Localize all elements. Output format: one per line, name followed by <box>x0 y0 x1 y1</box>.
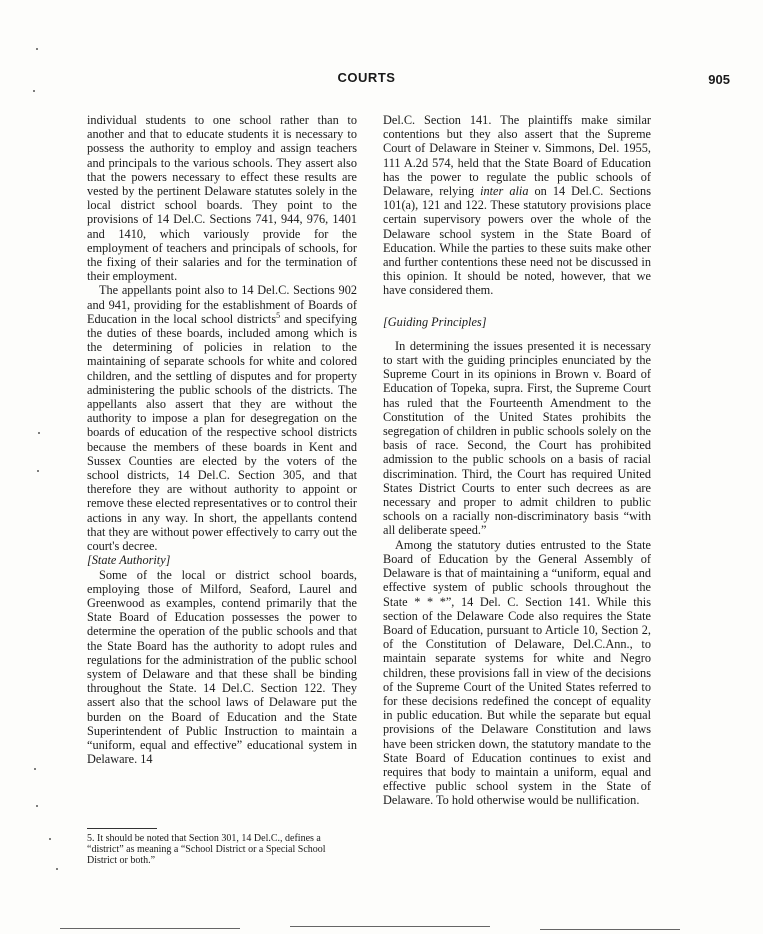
right-paragraph-3: Among the statutory duties entrusted to the State Board of Education by the General Assembly of Delaware is that of maintaining a “uniform, equal and effective system of public schools throughout the State * * *”, 14 Del. C. Section 141. While this section of the Delaware Code also requires the State Board of Education, pursuant to Article 10, Section 2, of the Constitution of Delaware, Del.C.Ann., to maintain separate systems for white and Negro children, these provisions fall in view of the decisions of the Supreme Court of the United States referred to for these decisions redefined the concept of equality in public education. But while the separate but equal provisions of the Delaware Constitution and laws have been stricken down, the statutory mandate to the State Board of Education continues to exist and requires that body to maintain a uniform, equal and effective public school system in the State of Delaware. To hold otherwise would be nullification. <box>383 537 651 808</box>
scan-speck <box>37 470 39 472</box>
left-paragraph-1: individual students to one school rather than to another and that to educate students it is necessary to possess the authority to employ and assign teachers and principals to the various schools. They assert also that the powers necessary to effect these results are vested by the pertinent Delaware statutes solely in the local district school boards. They point to the provisions of 14 Del.C. Sections 741, 944, 976, 1401 and 1410, which variously provide for the employment of teachers and principals of schools, for the fixing of their salaries and for the termination of their employment. <box>87 113 357 284</box>
left-paragraph-2-part-a: The appellants point also to 14 Del.C. Sections 902 and 941, providing for the establishment of Boards of Education in the local school districts <box>87 283 357 326</box>
section-heading-guiding-principles: [Guiding Principles] <box>383 314 487 329</box>
scan-speck <box>36 48 38 50</box>
scan-speck <box>34 768 36 770</box>
footnote-5: 5. It should be noted that Section 301, 14 Del.C., defines a “district” as meaning a “School District or a Special School District or both.” <box>87 833 326 866</box>
right-paragraph-1-part-b: on 14 Del.C. Sections 101(a), 121 and 122. These statutory provisions place certain supervisory powers over the whole of the Delaware school system in the State Board of Education. While the parties to these suits make other and further contentions these need not be discussed in this opinion. It should be noted, however, that we have considered them. <box>383 184 651 298</box>
scan-edge-mark <box>290 926 490 927</box>
scan-speck <box>56 868 58 870</box>
footnote-reference-5[interactable]: 5 <box>276 310 281 320</box>
running-header-title: COURTS <box>337 70 396 85</box>
left-paragraph-3: Some of the local or district school boards, employing those of Milford, Seaford, Laurel and Greenwood as examples, contend primarily that the State Board of Education possesses the power to determine the operation of the public schools and that the State Board has the authority to adopt rules and regulations for the administration of the public school system of Delaware and that these shall be binding throughout the State. 14 Del.C. Section 122. They assert also that the school laws of Delaware put the burden on the Board of Education and the State Superintendent of Public Instruction to maintain a “uniform, equal and effective” educational system in Delaware. 14 <box>87 567 357 767</box>
scan-edge-mark <box>540 929 680 930</box>
footnote-divider <box>87 828 157 829</box>
page-number: 905 <box>708 72 730 87</box>
left-paragraph-2 <box>87 283 357 553</box>
right-column <box>383 113 651 808</box>
left-paragraph-2-part-b: and specifying the duties of these boards, included among which is the determining of policies in relation to the maintaining of separate schools for white and colored children, and the settling of disputes and for property administering the public schools of the districts. The appellants also assert that they are without the authority to impose a plan for desegregation on the boards of education of the respective school districts because the members of these boards in Kent and Sussex Counties are elected by the voters of the school districts, 14 Del.C. Section 305, and that therefore they are without authority to appoint or remove these elected representatives or to control their actions in any way. In short, the appellants contend that they are without power effectively to carry out the court's decree. <box>87 311 357 554</box>
right-paragraph-1-part-a: Del.C. Section 141. The plaintiffs make similar contentions but they also assert that the Supreme Court of Delaware in Steiner v. Simmons, Del. 1955, 111 A.2d 574, held that the State Board of Education has the power to regulate the public schools of Delaware, relying <box>383 113 651 199</box>
right-paragraph-1 <box>383 113 651 298</box>
right-paragraph-2: In determining the issues presented it is necessary to start with the guiding principles enunciated by the Supreme Court in its opinions in Brown v. Board of Education of Topeka, supra. First, the Supreme Court has ruled that the Fourteenth Amendment to the Constitution of the United States prohibits the segregation of children in public schools solely on the basis of race. Second, the Court has prohibited admission to the public schools on a basis of racial discrimination. Third, the Court has required United States District Courts to enter such decrees as are necessary and proper to admit children to public schools on a racially non-discriminatory basis “with all deliberate speed.” <box>383 338 651 538</box>
scan-speck <box>38 432 40 434</box>
scan-edge-mark <box>60 928 240 929</box>
scan-speck <box>36 805 38 807</box>
scan-speck <box>33 90 35 92</box>
left-column <box>87 113 357 766</box>
section-heading-state-authority: [State Authority] <box>87 553 171 568</box>
scan-speck <box>49 838 51 840</box>
latin-phrase-inter-alia: inter alia <box>480 184 529 199</box>
